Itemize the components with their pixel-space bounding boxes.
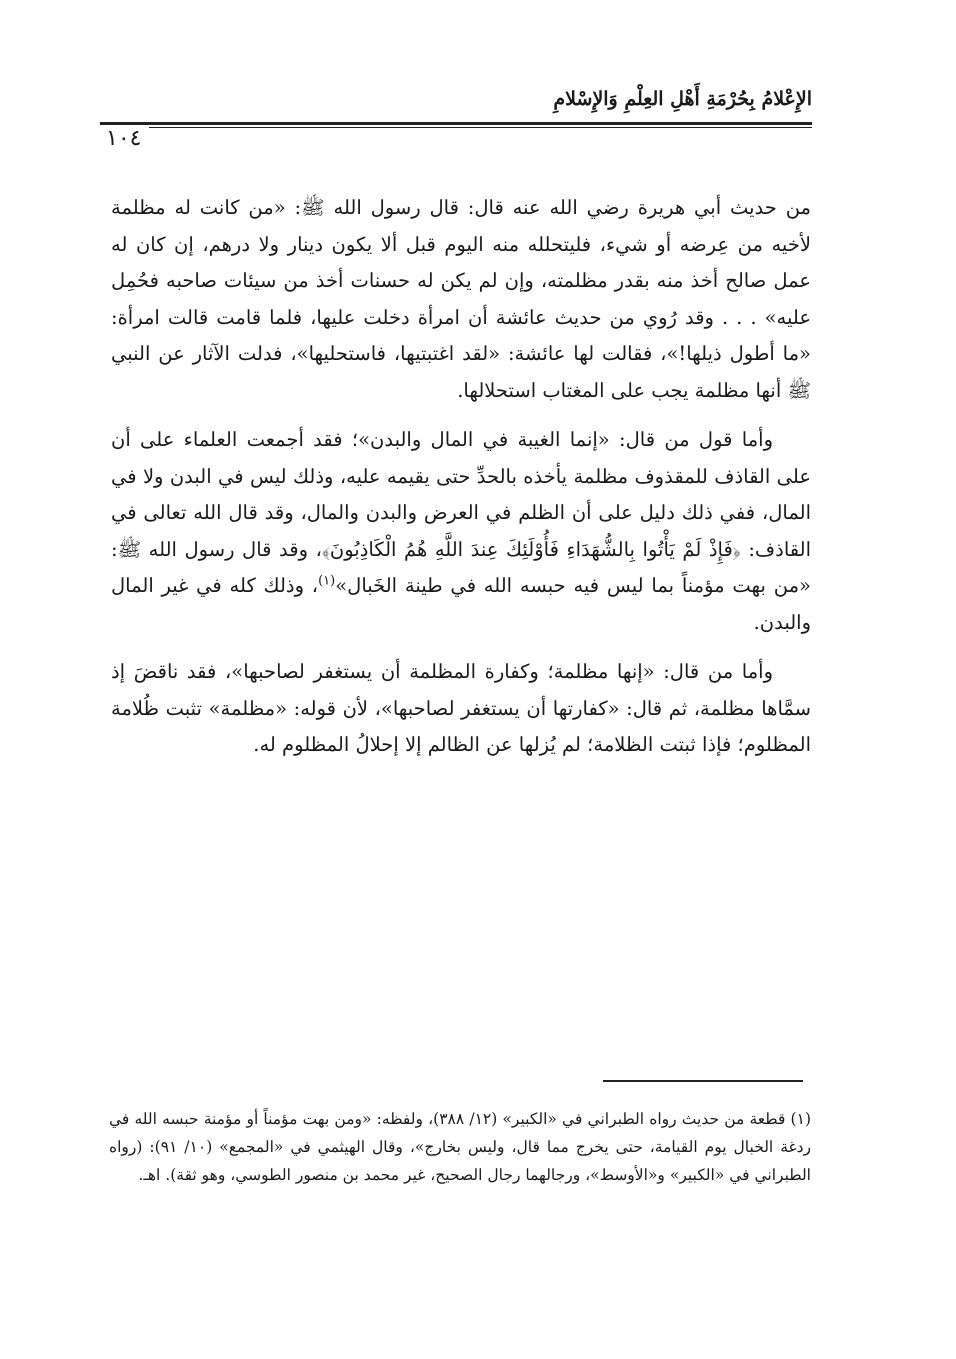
page-header: [100, 88, 812, 128]
paragraph-2-main: وأما قول من قال: «إنما الغيبة في المال والبدن»؛ فقد أجمعت العلماء على أن على القاذف للمقذوف مظلمة يأخذه بالحدِّ حتى يقيمه عليه، وذلك ليس في البدن ولا في المال، ففي ذلك دليل على أن الظلم في العرض والبدن والمال، وقد قال الله تعالى في القاذف: ﴿فَإِذْ لَمْ يَأْتُوا بِالشُّهَدَاءِ فَأُوْلَئِكَ عِندَ اللَّهِ هُمُ الْكَاذِبُونَ﴾، وقد قال رسول الله ﷺ: «من بهت مؤمناً بما ليس فيه حبسه الله في طينة الخَبال»: [111, 428, 811, 597]
paragraph-2-tail: ، وذلك كله في غير المال والبدن.: [111, 574, 811, 634]
footnote-reference[interactable]: (١): [318, 573, 336, 589]
page-number: ١٠٤: [100, 126, 149, 151]
paragraph-1: من حديث أبي هريرة رضي الله عنه قال: قال رسول الله ﷺ: «من كانت له مظلمة لأخيه من عِرضه أو شيء، فليتحلله منه اليوم قبل ألا يكون دينار ولا درهم، إن كان له عمل صالح أخذ منه بقدر مظلمته، وإن لم يكن له حسنات أخذ من سيئات صاحبه فحُمِل عليه» . . . وقد رُوي من حديث عائشة أن امرأة دخلت عليها، فلما قامت قالت امرأة: «ما أطول ذيلها!»، فقالت لها عائشة: «لقد اغتبتيها، فاستحليها»، فدلت الآثار عن النبي ﷺ أنها مظلمة يجب على المغتاب استحلالها.: [111, 196, 811, 402]
footnote-1: (١) قطعة من حديث رواه الطبراني في «الكبير» (١٢/ ٣٨٨)، ولفظه: «ومن بهت مؤمناً أو مؤمنة حبسه الله في ردغة الخبال يوم القيامة، حتى يخرج مما قال، وليس بخارج»، وقال الهيثمي في «المجمع» (١٠/ ٩١): (رواه الطبراني في «الكبير» و«الأوسط»، ورجالهما رجال الصحيح، غير محمد بن منصور الطوسي، وهو ثقة). اهـ.: [109, 1110, 811, 1184]
footnote-separator: [603, 1080, 803, 1082]
body-text: [111, 190, 811, 777]
footnote: [109, 1105, 811, 1189]
paragraph-2: [111, 422, 811, 641]
header-rule: [100, 122, 812, 128]
running-title: الإِعْلامُ بِحُرْمَةِ أَهْلِ العِلْمِ وَالإِسْلامِ: [553, 88, 812, 110]
paragraph-3: وأما من قال: «إنها مظلمة؛ وكفارة المظلمة أن يستغفر لصاحبها»، فقد ناقضَ إذ سمَّاها مظلمة، ثم قال: «كفارتها أن يستغفر لصاحبها»، لأن قوله: «مظلمة» تثبت ظُلامة المظلوم؛ فإذا ثبتت الظلامة؛ لم يُزلها عن الظالم إلا إحلالُ المظلوم له.: [111, 660, 811, 756]
